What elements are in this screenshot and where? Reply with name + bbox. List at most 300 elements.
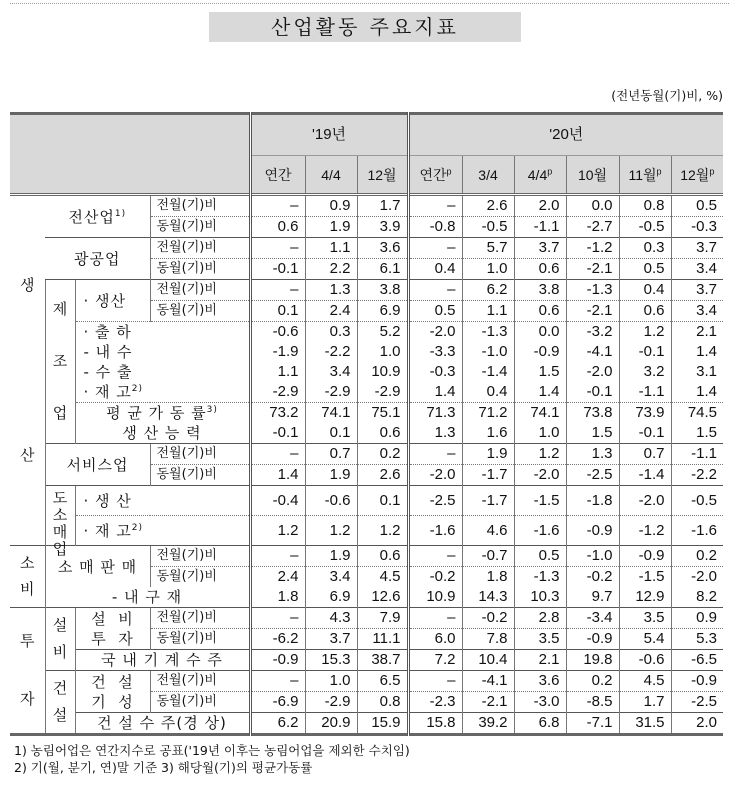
row-label-services	[45, 444, 150, 486]
value-cell: 71.2	[462, 403, 514, 424]
row-label-wholesale-retail	[45, 486, 75, 558]
value-cell: 2.1	[671, 322, 723, 343]
table-row	[10, 238, 723, 259]
column-header	[514, 156, 566, 195]
value-cell: 1.2	[619, 322, 671, 343]
value-cell: 2.0	[671, 713, 723, 735]
row-label-mfg-prod	[75, 280, 150, 322]
value-cell: 15.8	[408, 713, 462, 735]
table-row	[10, 423, 723, 444]
label-text: 전산업	[68, 207, 115, 226]
table-row	[10, 342, 723, 362]
value-cell: 0.3	[305, 322, 357, 343]
value-cell: 1.3	[566, 444, 619, 465]
value-cell: 1.5	[671, 423, 723, 444]
row-label-yoy	[150, 301, 250, 322]
value-cell: -1.1	[514, 217, 566, 238]
value-cell: -0.4	[250, 486, 305, 516]
table-row	[10, 671, 723, 692]
value-cell: 1.0	[462, 259, 514, 280]
label-text: 동월(기)비	[156, 694, 217, 709]
value-cell: 1.5	[566, 423, 619, 444]
value-cell: 3.5	[514, 629, 566, 650]
value-cell: -1.6	[671, 516, 723, 546]
value-cell: 0.7	[305, 444, 357, 465]
value-cell: -0.9	[514, 342, 566, 362]
value-cell: 3.4	[671, 301, 723, 322]
column-header-label: 11월	[628, 166, 657, 183]
value-cell: 7.2	[408, 650, 462, 671]
value-cell: -0.5	[619, 217, 671, 238]
value-cell: -0.3	[671, 217, 723, 238]
footnote-mark: 1)	[114, 208, 127, 219]
value-cell: 0.4	[619, 280, 671, 301]
value-cell: -1.1	[671, 444, 723, 465]
value-cell: 4.6	[462, 516, 514, 546]
label-text: 동월(기)비	[156, 303, 217, 318]
value-cell: 20.9	[305, 713, 357, 735]
value-cell: 3.7	[514, 238, 566, 259]
table-row	[10, 382, 723, 403]
value-cell: -2.9	[250, 382, 305, 403]
value-cell: 31.5	[619, 713, 671, 735]
value-cell: 1.7	[619, 692, 671, 713]
value-cell: 6.8	[514, 713, 566, 735]
row-label-facility	[45, 608, 75, 671]
row-label-domestic	[75, 342, 250, 362]
value-cell: 71.3	[408, 403, 462, 424]
label-text: 제 조 업	[52, 300, 68, 422]
column-header	[357, 156, 408, 195]
value-cell: 10.9	[357, 362, 408, 382]
row-label-shipment	[75, 322, 250, 343]
value-cell: -1.5	[619, 567, 671, 588]
value-cell: 3.7	[671, 280, 723, 301]
table-row	[10, 322, 723, 343]
value-cell: 2.0	[514, 195, 566, 217]
value-cell: -1.6	[408, 516, 462, 546]
label-text: 전월(기)비	[156, 548, 217, 563]
value-cell: -1.6	[514, 516, 566, 546]
row-label-facility-inv	[75, 608, 150, 650]
value-cell: 19.8	[566, 650, 619, 671]
label-text: 전월(기)비	[156, 198, 217, 213]
value-cell: 3.4	[305, 362, 357, 382]
row-label-mining-mfg	[45, 238, 150, 280]
value-cell: -2.0	[619, 486, 671, 516]
label-text: 설 비 투 자	[91, 609, 134, 648]
label-text: 설 비	[52, 616, 68, 661]
row-label-construction-orders	[75, 713, 250, 735]
value-cell: 1.7	[357, 195, 408, 217]
value-cell: 6.9	[357, 301, 408, 322]
row-label-yoy	[150, 567, 250, 588]
label-text: 동월(기)비	[156, 569, 217, 584]
column-header	[305, 156, 357, 195]
value-cell: 0.6	[250, 217, 305, 238]
value-cell: 3.4	[305, 567, 357, 588]
footnote-2: 2) 기(월, 분기, 연)말 기준 3) 해당월(기)의 평균가동률	[14, 760, 313, 775]
value-cell: -2.1	[566, 301, 619, 322]
table-row	[10, 486, 723, 516]
value-cell: -2.5	[408, 486, 462, 516]
value-cell: -2.9	[305, 382, 357, 403]
value-cell: 6.9	[305, 587, 357, 608]
column-header-label: 3/4	[478, 166, 498, 183]
value-cell: 2.2	[305, 259, 357, 280]
page-title: 산업활동 주요지표	[209, 12, 521, 42]
value-cell: 4.5	[619, 671, 671, 692]
value-cell: 1.4	[250, 465, 305, 486]
label-text: 전월(기)비	[156, 282, 217, 297]
value-cell: 1.1	[462, 301, 514, 322]
value-cell: -0.6	[250, 322, 305, 343]
label-text: 전월(기)비	[156, 610, 217, 625]
table-row	[10, 650, 723, 671]
label-text: 전월(기)비	[156, 240, 217, 255]
value-cell: 1.2	[514, 444, 566, 465]
row-label-yoy	[150, 692, 250, 713]
row-label-mom	[150, 608, 250, 629]
footnote-mark: 2)	[131, 384, 144, 394]
unit-note: (전년동월(기)비, %)	[611, 88, 723, 103]
value-cell: 2.6	[357, 465, 408, 486]
value-cell: -0.1	[566, 382, 619, 403]
preliminary-mark: p	[709, 165, 715, 176]
value-cell: –	[250, 671, 305, 692]
value-cell: 6.2	[462, 280, 514, 301]
value-cell: -3.0	[514, 692, 566, 713]
label-text: 광공업	[74, 249, 121, 268]
value-cell: -1.3	[566, 280, 619, 301]
value-cell: 1.9	[462, 444, 514, 465]
row-label-investment	[10, 608, 45, 735]
value-cell: 1.2	[250, 516, 305, 546]
value-cell: –	[250, 608, 305, 629]
value-cell: 6.2	[250, 713, 305, 735]
value-cell: 1.8	[250, 587, 305, 608]
value-cell: -4.1	[462, 671, 514, 692]
value-cell: 3.1	[671, 362, 723, 382]
value-cell: 0.2	[671, 546, 723, 567]
value-cell: –	[408, 444, 462, 465]
label-text: · 재 고	[83, 383, 132, 401]
value-cell: -6.2	[250, 629, 305, 650]
value-cell: 1.1	[250, 362, 305, 382]
value-cell: -4.1	[566, 342, 619, 362]
value-cell: -0.9	[566, 629, 619, 650]
value-cell: -2.5	[671, 692, 723, 713]
value-cell: 0.4	[408, 259, 462, 280]
value-cell: -0.6	[305, 486, 357, 516]
row-label-construction-done	[75, 671, 150, 713]
row-label-mom	[150, 238, 250, 259]
table-wrapper	[10, 112, 723, 776]
value-cell: -2.0	[514, 465, 566, 486]
value-cell: 3.6	[514, 671, 566, 692]
value-cell: 3.9	[357, 217, 408, 238]
value-cell: -0.6	[619, 650, 671, 671]
value-cell: -1.4	[619, 465, 671, 486]
table-row	[10, 608, 723, 629]
value-cell: 1.8	[462, 567, 514, 588]
value-cell: 1.3	[305, 280, 357, 301]
table-row	[10, 713, 723, 735]
value-cell: -2.2	[305, 342, 357, 362]
value-cell: -0.2	[462, 608, 514, 629]
label-text: 서비스업	[66, 455, 129, 474]
value-cell: -0.9	[566, 516, 619, 546]
value-cell: 10.4	[462, 650, 514, 671]
label-text: · 생산	[83, 291, 127, 310]
value-cell: -0.5	[671, 486, 723, 516]
label-text: 동월(기)비	[156, 219, 217, 234]
value-cell: 5.3	[671, 629, 723, 650]
row-label-export	[75, 362, 250, 382]
value-cell: –	[408, 238, 462, 259]
row-label-retail-sales	[45, 546, 150, 588]
value-cell: 1.9	[305, 546, 357, 567]
value-cell: –	[408, 546, 462, 567]
value-cell: 0.8	[357, 692, 408, 713]
row-label-durables	[45, 587, 250, 608]
value-cell: 73.8	[566, 403, 619, 424]
footnote-mark: 3)	[206, 405, 218, 415]
label-text: · 생 산	[83, 491, 132, 510]
column-header-label: 연간	[264, 166, 292, 183]
label-text: 동월(기)비	[156, 631, 217, 646]
value-cell: 0.9	[671, 608, 723, 629]
value-cell: 1.2	[357, 516, 408, 546]
label-text: 건 설	[52, 679, 68, 724]
value-cell: 0.1	[305, 423, 357, 444]
value-cell: –	[250, 238, 305, 259]
value-cell: 0.3	[619, 238, 671, 259]
value-cell: -1.4	[462, 362, 514, 382]
row-label-mom	[150, 444, 250, 465]
value-cell: 73.9	[619, 403, 671, 424]
value-cell: -3.2	[566, 322, 619, 343]
value-cell: 6.5	[357, 671, 408, 692]
value-cell: -8.5	[566, 692, 619, 713]
column-header-label: 10월	[577, 166, 608, 183]
value-cell: –	[250, 280, 305, 301]
value-cell: -2.2	[671, 465, 723, 486]
value-cell: -2.5	[566, 465, 619, 486]
value-cell: 74.1	[514, 403, 566, 424]
value-cell: -0.1	[250, 423, 305, 444]
column-header	[566, 156, 619, 195]
value-cell: 0.2	[357, 444, 408, 465]
label-text: · 재 고	[83, 521, 132, 540]
value-cell: -1.3	[514, 567, 566, 588]
row-label-mom	[150, 546, 250, 567]
row-label-yoy	[150, 259, 250, 280]
column-header	[619, 156, 671, 195]
value-cell: –	[250, 444, 305, 465]
column-header	[671, 156, 723, 195]
value-cell: 15.3	[305, 650, 357, 671]
column-header-label: 4/4	[321, 166, 341, 183]
value-cell: 1.0	[305, 671, 357, 692]
value-cell: 0.6	[514, 301, 566, 322]
value-cell: 2.1	[514, 650, 566, 671]
table-row	[10, 362, 723, 382]
value-cell: -6.5	[671, 650, 723, 671]
value-cell: 38.7	[357, 650, 408, 671]
value-cell: 3.2	[619, 362, 671, 382]
value-cell: –	[250, 546, 305, 567]
value-cell: 75.1	[357, 403, 408, 424]
value-cell: 2.6	[462, 195, 514, 217]
value-cell: -1.2	[566, 238, 619, 259]
value-cell: -3.3	[408, 342, 462, 362]
value-cell: -1.0	[566, 546, 619, 567]
row-label-utilization	[75, 403, 250, 424]
indicator-table	[10, 112, 723, 736]
value-cell: 5.4	[619, 629, 671, 650]
value-cell: 0.5	[408, 301, 462, 322]
value-cell: -2.1	[462, 692, 514, 713]
table-row	[10, 587, 723, 608]
value-cell: -0.2	[408, 567, 462, 588]
value-cell: 3.8	[357, 280, 408, 301]
column-header-label: 12월	[367, 166, 397, 183]
value-cell: -1.5	[514, 486, 566, 516]
label-text: 투 자	[20, 631, 35, 709]
value-cell: 9.7	[566, 587, 619, 608]
row-label-wr-inv	[75, 516, 250, 546]
value-cell: 1.9	[305, 465, 357, 486]
label-text: 생 산	[20, 275, 35, 465]
value-cell: 2.8	[514, 608, 566, 629]
header-corner	[10, 114, 250, 195]
value-cell: -2.0	[408, 465, 462, 486]
value-cell: -6.9	[250, 692, 305, 713]
value-cell: 2.4	[305, 301, 357, 322]
table-row	[10, 280, 723, 301]
value-cell: 74.1	[305, 403, 357, 424]
value-cell: 1.0	[357, 342, 408, 362]
row-label-all-industry	[45, 195, 150, 238]
value-cell: 6.1	[357, 259, 408, 280]
row-label-machinery-orders	[75, 650, 250, 671]
value-cell: -1.3	[462, 322, 514, 343]
value-cell: 0.6	[514, 259, 566, 280]
value-cell: -2.1	[566, 259, 619, 280]
value-cell: -0.9	[250, 650, 305, 671]
value-cell: 0.2	[566, 671, 619, 692]
header-2019: '19년	[250, 114, 408, 156]
value-cell: 0.4	[462, 382, 514, 403]
row-label-yoy	[150, 217, 250, 238]
value-cell: 7.9	[357, 608, 408, 629]
row-label-inventory	[75, 382, 250, 403]
value-cell: -0.9	[619, 546, 671, 567]
value-cell: 1.3	[408, 423, 462, 444]
value-cell: 0.1	[357, 486, 408, 516]
value-cell: -0.1	[250, 259, 305, 280]
label-text: 국 내 기 계 수 주	[101, 651, 223, 669]
value-cell: 73.2	[250, 403, 305, 424]
value-cell: -2.0	[671, 567, 723, 588]
row-label-mom	[150, 195, 250, 217]
value-cell: 1.4	[671, 342, 723, 362]
label-text: 동월(기)비	[156, 261, 217, 276]
table-row	[10, 444, 723, 465]
value-cell: 0.0	[566, 195, 619, 217]
row-label-yoy	[150, 629, 250, 650]
value-cell: 0.6	[357, 546, 408, 567]
row-label-capacity	[75, 423, 250, 444]
label-text: 생 산 능 력	[122, 424, 202, 442]
label-text: 전월(기)비	[156, 446, 217, 461]
value-cell: 15.9	[357, 713, 408, 735]
value-cell: 6.0	[408, 629, 462, 650]
value-cell: 74.5	[671, 403, 723, 424]
label-text: 동월(기)비	[156, 467, 217, 482]
value-cell: 5.7	[462, 238, 514, 259]
label-text: - 수 출	[83, 363, 133, 381]
label-text: 건 설 기 성	[91, 672, 134, 711]
label-text: 건 설 수 주(경 상)	[97, 714, 227, 732]
value-cell: -2.9	[305, 692, 357, 713]
value-cell: 1.1	[305, 238, 357, 259]
value-cell: 39.2	[462, 713, 514, 735]
value-cell: -1.1	[619, 382, 671, 403]
value-cell: 3.6	[357, 238, 408, 259]
value-cell: –	[408, 608, 462, 629]
value-cell: –	[250, 195, 305, 217]
value-cell: -0.9	[671, 671, 723, 692]
label-text: 소 매 판 매	[57, 557, 138, 576]
value-cell: 2.4	[250, 567, 305, 588]
preliminary-mark: p	[656, 165, 662, 176]
value-cell: -2.7	[566, 217, 619, 238]
row-label-production	[10, 195, 45, 546]
value-cell: –	[408, 280, 462, 301]
value-cell: -0.1	[619, 342, 671, 362]
value-cell: 4.5	[357, 567, 408, 588]
label-text: 전월(기)비	[156, 673, 217, 688]
value-cell: -1.0	[462, 342, 514, 362]
value-cell: 10.3	[514, 587, 566, 608]
value-cell: -0.8	[408, 217, 462, 238]
table-row	[10, 516, 723, 546]
value-cell: 1.6	[462, 423, 514, 444]
column-header	[462, 156, 514, 195]
value-cell: 3.8	[514, 280, 566, 301]
value-cell: -1.8	[566, 486, 619, 516]
footnote-1: 1) 농림어업은 연간지수로 공표('19년 이후는 농림어업을 제외한 수치임)	[14, 743, 410, 758]
column-header-label: 12월	[680, 166, 710, 183]
value-cell: 1.9	[305, 217, 357, 238]
value-cell: 12.6	[357, 587, 408, 608]
value-cell: -2.0	[408, 322, 462, 343]
label-text: 평 균 가 동 률	[106, 404, 207, 422]
value-cell: -1.9	[250, 342, 305, 362]
value-cell: 3.7	[305, 629, 357, 650]
value-cell: 3.4	[671, 259, 723, 280]
row-label-manufacturing	[45, 280, 75, 444]
table-row	[10, 403, 723, 424]
value-cell: 0.5	[671, 195, 723, 217]
value-cell: -3.4	[566, 608, 619, 629]
value-cell: 0.1	[250, 301, 305, 322]
column-header	[250, 156, 305, 195]
value-cell: 11.1	[357, 629, 408, 650]
value-cell: -2.9	[357, 382, 408, 403]
